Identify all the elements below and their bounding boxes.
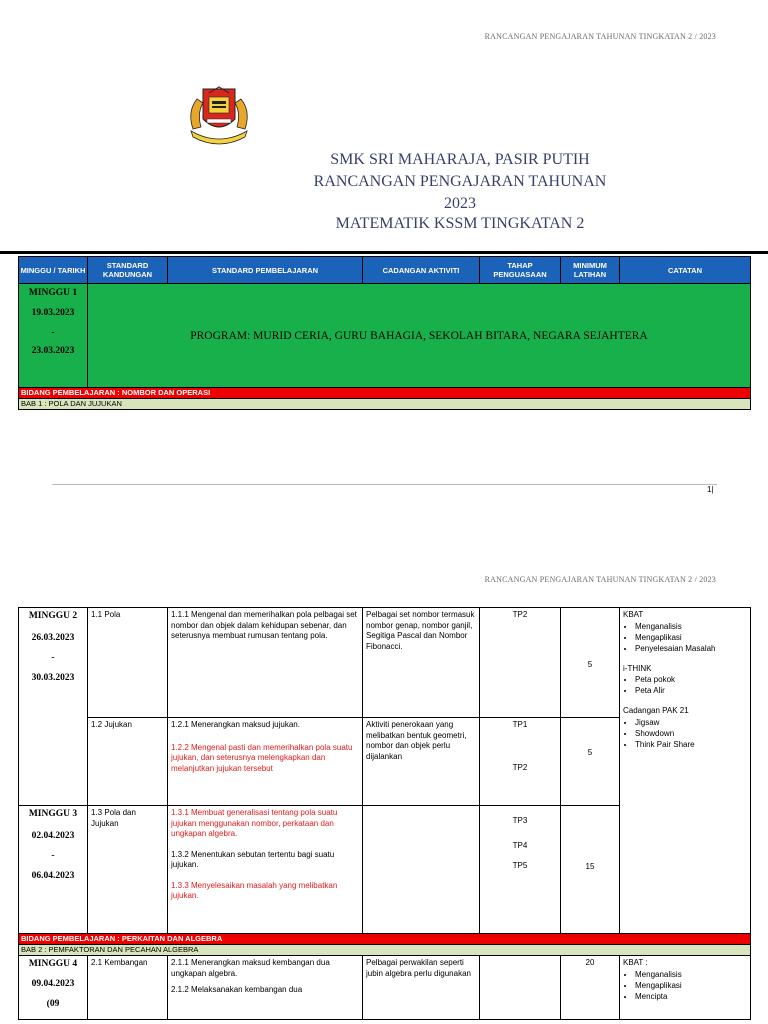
catatan-cell [620, 608, 751, 934]
pak21-item: • Jigsaw [635, 717, 747, 728]
week-end-date: 30.03.2023 [31, 673, 75, 683]
col-standard-pembelajaran: STANDARD PEMBELAJARAN [168, 257, 363, 284]
kbat-item: • Mengaplikasi [635, 980, 747, 991]
pak21-item: • Think Pair Share [635, 739, 747, 750]
sp-cell [168, 956, 363, 1020]
col-tahap-penguasaan: TAHAP PENGUASAAN [480, 257, 561, 284]
col-cadangan-aktiviti: CADANGAN AKTIVITI [363, 257, 480, 284]
school-crest-logo [183, 83, 255, 149]
tp-cell [480, 806, 561, 934]
bab-row: BAB 2 : PEMFAKTORAN DAN PECAHAN ALGEBRA [19, 945, 751, 956]
week-end-date: 06.04.2023 [31, 871, 75, 881]
latihan-cell: 5 [561, 718, 620, 806]
sk-cell: 1.1 Pola [88, 608, 168, 718]
col-minggu: MINGGU / TARIKH [19, 257, 88, 284]
date-dash: - [51, 851, 55, 861]
sp-item: 1.3.3 Menyelesaikan masalah yang melibatkan jujukan. [171, 880, 338, 900]
page-header: RANCANGAN PENGAJARAN TAHUNAN TINGKATAN 2 / 2023 [484, 575, 716, 584]
week-label: MINGGU 3 [28, 809, 78, 819]
tp-item: TP1 [512, 720, 528, 729]
week-extra-date: (09 [46, 999, 60, 1009]
week-start-date: 19.03.2023 [31, 308, 75, 318]
tp-cell: TP2 [480, 608, 561, 718]
kbat-item: • Mencipta [635, 991, 747, 1002]
sk-cell: 1.2 Jujukan [88, 718, 168, 806]
sp-item: 1.3.2 Menentukan sebutan tertentu bagi suatu jujukan. [171, 849, 335, 869]
ithink-title: i-THINK [623, 663, 652, 673]
week-4-cell [19, 956, 88, 1020]
tp-item: TP2 [512, 762, 528, 772]
date-dash: - [51, 328, 55, 338]
sp-cell: 1.1.1 Mengenal dan memerihalkan pola pelbagai set nombor dan objek dalam kehidupan sebenar, dan seterusnya membuat rumusan tentang pola. [168, 608, 363, 718]
date-dash: - [51, 653, 55, 663]
tp-item: TP5 [512, 861, 528, 870]
catatan-cell [620, 956, 751, 1020]
pak21-item: • Showdown [635, 728, 747, 739]
week-start-date: 09.04.2023 [31, 979, 75, 989]
subject-title: MATEMATIK KSSM TINGKATAN 2 [335, 215, 585, 232]
week-2-cell [19, 608, 88, 806]
kbat-item: • Menganalisis [635, 969, 747, 980]
tp-cell [480, 718, 561, 806]
sk-cell: 1.3 Pola dan Jujukan [88, 806, 168, 934]
bab-row: BAB 1 : POLA DAN JUJUKAN [19, 399, 751, 410]
ithink-item: • Peta pokok [635, 674, 747, 685]
title-separator [0, 251, 768, 254]
aktiviti-cell [363, 806, 480, 934]
program-banner: PROGRAM: MURID CERIA, GURU BAHAGIA, SEKOLAH BITARA, NEGARA SEJAHTERA [88, 284, 751, 388]
kbat-item: • Menganalisis [635, 621, 747, 632]
tp-item: TP3 [512, 816, 528, 825]
week-label: MINGGU 1 [28, 288, 78, 298]
plan-table-page2 [18, 607, 751, 1020]
document-title: RANCANGAN PENGAJARAN TAHUNAN [313, 173, 607, 190]
week-start-date: 02.04.2023 [31, 831, 75, 841]
latihan-cell: 5 [561, 608, 620, 718]
bidang-row: BIDANG PEMBELAJARAN : PERKAITAN DAN ALGEBRA [19, 934, 751, 945]
week-3-cell [19, 806, 88, 934]
col-catatan: CATATAN [620, 257, 751, 284]
page-number: 1| [707, 485, 714, 494]
pak21-title: Cadangan PAK 21 [623, 706, 689, 715]
week-1-cell [19, 284, 88, 388]
latihan-cell: 20 [561, 956, 620, 1020]
footer-divider [52, 484, 717, 485]
kbat-title: KBAT [623, 610, 644, 619]
sp-cell [168, 806, 363, 934]
sp-item: 1.2.1 Menerangkan maksud jujukan. [171, 720, 300, 729]
kbat-title: KBAT : [623, 958, 648, 967]
week-label: MINGGU 2 [28, 611, 78, 621]
sp-cell [168, 718, 363, 806]
page-header: RANCANGAN PENGAJARAN TAHUNAN TINGKATAN 2 / 2023 [484, 32, 716, 41]
school-name: SMK SRI MAHARAJA, PASIR PUTIH [330, 151, 590, 168]
kbat-item: • Mengaplikasi [635, 632, 747, 643]
col-standard-kandungan: STANDARD KANDUNGAN [88, 257, 168, 284]
week-end-date: 23.03.2023 [31, 346, 75, 356]
sp-item: 2.1.1 Menerangkan maksud kembangan dua ungkapan algebra. [171, 958, 330, 978]
tp-item: TP4 [512, 840, 528, 850]
week-start-date: 26.03.2023 [31, 633, 75, 643]
sp-item: 1.2.2 Mengenal pasti dan memerihalkan pola suatu jujukan, dan seterusnya melengkapkan dan melanjutkan jujukan tersebut [171, 742, 353, 773]
sk-cell: 2.1 Kembangan [88, 956, 168, 1020]
document-year: 2023 [444, 195, 476, 212]
aktiviti-cell: Aktiviti penerokaan yang melibatkan bentuk geometri, nombor dan objek perlu dijalankan [363, 718, 480, 806]
sp-item: 2.1.2 Melaksanakan kembangan dua [171, 985, 303, 994]
aktiviti-cell: Pelbagai set nombor termasuk nombor genap, nombor ganjil, Segitiga Pascal dan Nombor Fibonacci. [363, 608, 480, 718]
ithink-item: • Peta Alir [635, 685, 747, 696]
latihan-cell: 15 [561, 806, 620, 934]
week-label: MINGGU 4 [28, 959, 78, 969]
aktiviti-cell: Pelbagai perwakilan seperti jubin algebra perlu digunakan [363, 956, 480, 1020]
col-minimum-latihan: MINIMUM LATIHAN [561, 257, 620, 284]
tp-cell [480, 956, 561, 1020]
bidang-row: BIDANG PEMBELAJARAN : NOMBOR DAN OPERASI [19, 388, 751, 399]
plan-table-page1 [18, 256, 751, 410]
sp-item: 1.3.1 Membuat generalisasi tentang pola suatu jujukan menggunakan nombor, perkataan dan ungkapan algebra. [171, 808, 338, 838]
kbat-item: • Penyelesaian Masalah [635, 643, 747, 654]
